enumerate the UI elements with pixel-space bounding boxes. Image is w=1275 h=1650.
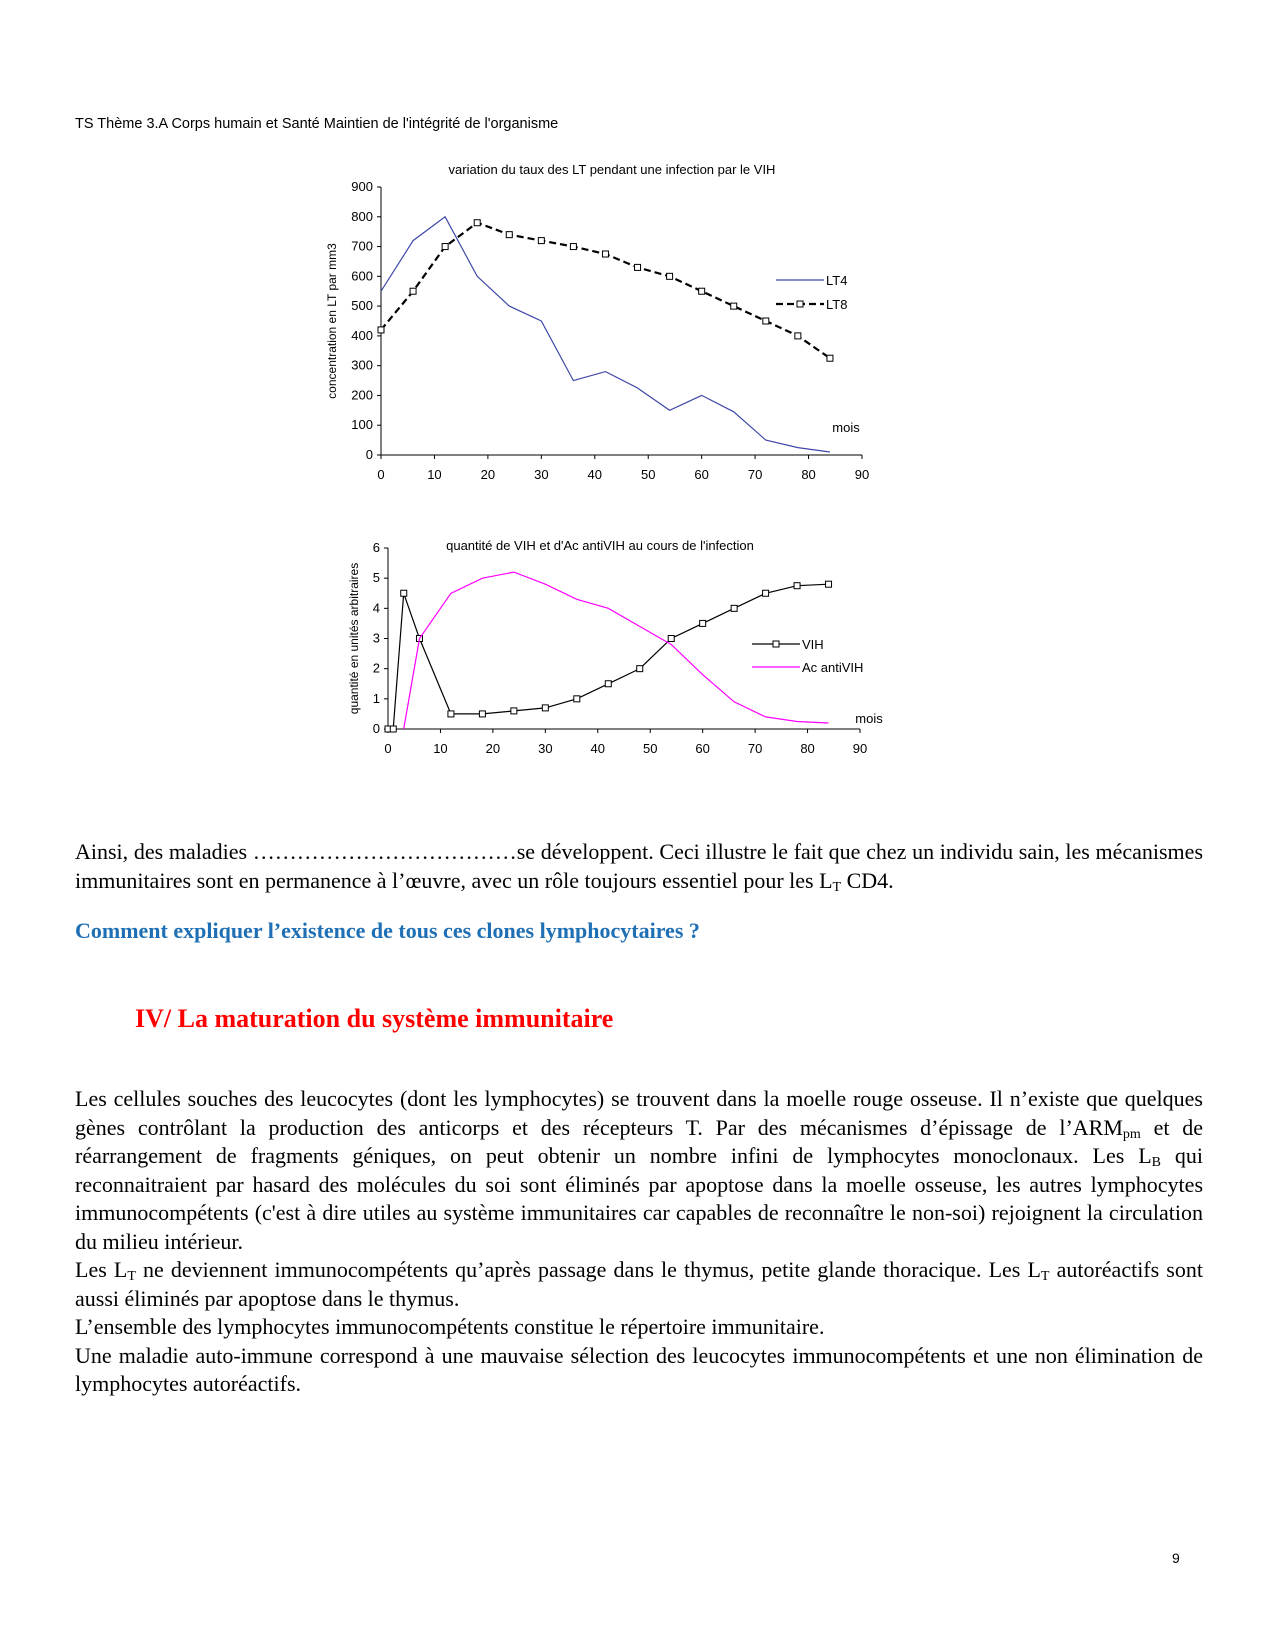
y-tick-label: 600 [351,268,373,284]
x-tick-label: 20 [485,741,501,756]
y-tick-label: 200 [351,387,373,403]
x-tick-label: 10 [427,467,442,482]
legend-marker [797,301,803,307]
paragraph-thymus [75,1256,1203,1313]
data-point [637,666,643,672]
paragraph-auto-immune: Une maladie auto-immune correspond à une mauvaise sélection des leucocytes immunocompétents et une non élimination de lymphocytes autoréactifs. [75,1342,1203,1396]
data-point [511,708,517,714]
data-point [378,327,384,333]
chart-title: variation du taux des LT pendant une infection par le VIH [448,162,776,177]
data-point [794,583,800,589]
y-tick-label: 2 [372,660,380,676]
y-axis-label: concentration en LT par mm3 [325,243,339,399]
data-point [827,355,833,361]
x-tick-label: 40 [587,467,603,482]
data-point [410,288,416,294]
series-line-lt8 [381,223,830,359]
x-tick-label: 0 [377,467,385,482]
data-point [390,726,396,732]
x-tick-label: 20 [480,467,496,482]
cellules-text-c: qui reconnaitraient par hasard des molécules du soi sont éliminés par apoptose dans la moelle osseuse, les autres lymphocytes immunocompétents (c'est à dire utiles au système immunitaires car capables de reconnaître le non-soi) rejoignent la circulation du milieu intérieur. [75,1143,1203,1254]
series-line-vih [388,584,829,729]
data-point [542,705,548,711]
x-tick-label: 60 [695,741,710,756]
page-header: TS Thème 3.A Corps humain et Santé Maintien de l'intégrité de l'organisme [75,116,559,132]
y-tick-label: 0 [365,447,373,462]
subscript-t-2: T [1040,1269,1050,1284]
y-tick-label: 100 [351,417,373,433]
legend-label: LT8 [826,297,848,312]
x-tick-label: 10 [433,741,448,756]
page-number: 9 [1172,1550,1180,1566]
data-point [635,264,641,270]
data-point [795,333,801,339]
vih-chart [0,536,1275,796]
x-tick-label: 40 [590,741,606,756]
y-tick-label: 4 [372,600,380,616]
x-tick-label: 30 [538,741,553,756]
x-tick-label: 50 [640,467,656,482]
legend-label: VIH [802,637,824,652]
data-point [605,681,611,687]
data-point [763,318,769,324]
data-point [699,288,705,294]
lt-chart [0,160,1275,500]
data-point [442,244,448,250]
thymus-text-b: ne deviennent immunocompétents qu’après passage dans le thymus, petite glande thoracique. Les L [135,1257,1041,1282]
legend-label: Ac antiVIH [802,660,864,675]
paragraph-maturation [75,1085,1203,1399]
data-point [667,273,673,279]
x-axis-label: mois [832,420,860,435]
x-tick-label: 0 [384,741,392,756]
x-axis-label: mois [855,711,883,726]
y-tick-label: 0 [372,721,380,736]
data-point [448,711,454,717]
data-point [602,251,608,257]
x-tick-label: 30 [534,467,549,482]
thymus-text-a: Les L [75,1257,128,1282]
data-point [700,620,706,626]
x-tick-label: 90 [854,467,870,482]
data-point [731,605,737,611]
paragraph-maladies-text-2: CD4. [841,867,894,893]
data-point [826,581,832,587]
subscript-t: T [832,879,842,895]
paragraph-repertoire: L’ensemble des lymphocytes immunocompétents constitue le répertoire immunitaire. [75,1314,825,1339]
x-tick-label: 60 [694,467,709,482]
y-tick-label: 500 [351,298,373,314]
x-tick-label: 70 [747,741,763,756]
subscript-t-1: T [127,1269,136,1284]
data-point [731,303,737,309]
y-tick-label: 5 [372,570,380,586]
y-axis-label: quantité en unités arbitraires [347,562,361,715]
x-tick-label: 90 [852,741,868,756]
data-point [474,220,480,226]
y-tick-label: 1 [372,690,380,706]
x-tick-label: 80 [800,741,815,756]
paragraph-maladies-text-1: Ainsi, des maladies ………………………………se développent. Ceci illustre le fait que chez un individu sain, les mécanismes immunitaires sont en permanence à l’œuvre, avec un rôle toujours essentiel pour les L [75,839,1203,893]
cellules-text-b: et de réarrangement de fragments géniques, on peut obtenir un nombre infini de lymphocytes monoclonaux. Les L [75,1114,1203,1168]
data-point [574,696,580,702]
y-tick-label: 3 [372,630,380,646]
subscript-b: B [1151,1155,1161,1170]
paragraph-cellules-souches [75,1085,1203,1256]
y-tick-label: 300 [351,357,373,373]
x-tick-label: 70 [747,467,763,482]
data-point [763,590,769,596]
paragraph-maladies [75,838,1203,895]
y-tick-label: 700 [351,238,373,254]
data-point [506,232,512,238]
x-tick-label: 50 [642,741,658,756]
data-point [668,636,674,642]
subscript-pm: pm [1122,1126,1141,1142]
legend-marker [773,641,779,647]
y-tick-label: 6 [372,540,380,555]
thymus-text-c: autoréactifs sont aussi éliminés par apoptose dans le thymus. [75,1257,1203,1311]
cellules-text-a: Les cellules souches des leucocytes (dont les lymphocytes) se trouvent dans la moelle rouge osseuse. Il n’existe que quelques gènes contrôlant la production des anticorps et des récepteurs T. Par des mécanismes d’épissage de l’ARM [75,1086,1203,1140]
y-tick-label: 400 [351,327,373,343]
question-heading: Comment expliquer l’existence de tous ces clones lymphocytaires ? [75,918,700,943]
data-point [479,711,485,717]
y-tick-label: 800 [351,208,373,224]
data-point [401,590,407,596]
chart-title: quantité de VIH et d'Ac antiVIH au cours de l'infection [446,538,754,553]
section-title: IV/ La maturation du système immunitaire [135,1004,614,1033]
y-tick-label: 900 [351,179,373,194]
x-tick-label: 80 [801,467,816,482]
data-point [570,244,576,250]
data-point [538,238,544,244]
legend-label: LT4 [826,273,848,288]
